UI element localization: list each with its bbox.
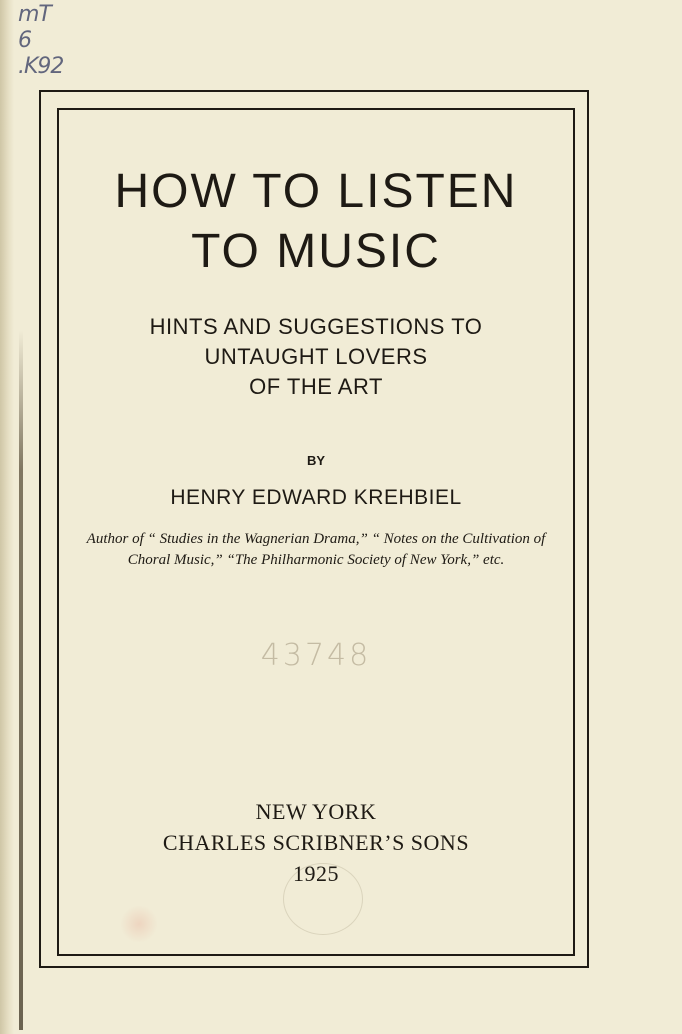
- call-number-line: mT: [18, 2, 51, 27]
- by-label: BY: [306, 453, 326, 468]
- title-line: HOW TO LISTEN: [114, 165, 518, 218]
- credit-work: “ Studies in the Wagnerian Drama,”: [147, 531, 368, 547]
- subtitle-line: OF THE ART: [249, 374, 383, 399]
- credits-suffix: etc.: [483, 552, 505, 568]
- handwritten-call-number: [18, 2, 98, 80]
- title-line: TO MUSIC: [191, 225, 441, 278]
- pencil-accession-number: 43748: [260, 638, 372, 673]
- imprint-publisher: CHARLES SCRIBNER’S SONS: [162, 830, 470, 855]
- author-name: HENRY EDWARD KREHBIEL: [170, 486, 462, 509]
- subtitle-line: HINTS AND SUGGESTIONS TO: [149, 314, 483, 339]
- imprint-year: 1925: [293, 861, 339, 886]
- imprint: [57, 796, 575, 889]
- title-page: [57, 108, 575, 956]
- credit-work: “The Philharmonic Society of New York,”: [226, 552, 480, 568]
- call-number-line: 6: [18, 28, 31, 53]
- call-number-line: .K92: [18, 54, 64, 79]
- book-subtitle: [57, 312, 575, 402]
- author-credits: [77, 529, 555, 571]
- imprint-city: NEW YORK: [255, 799, 377, 824]
- book-title: [57, 162, 575, 282]
- subtitle-line: UNTAUGHT LOVERS: [204, 344, 428, 369]
- paper-stain: [120, 905, 158, 943]
- spine-shadow: [0, 0, 14, 1034]
- credit-work: “ Notes on the Cultivation of Choral Music,”: [127, 531, 546, 568]
- spine-binding-line: [19, 330, 23, 1030]
- credits-prefix: Author of: [86, 531, 144, 547]
